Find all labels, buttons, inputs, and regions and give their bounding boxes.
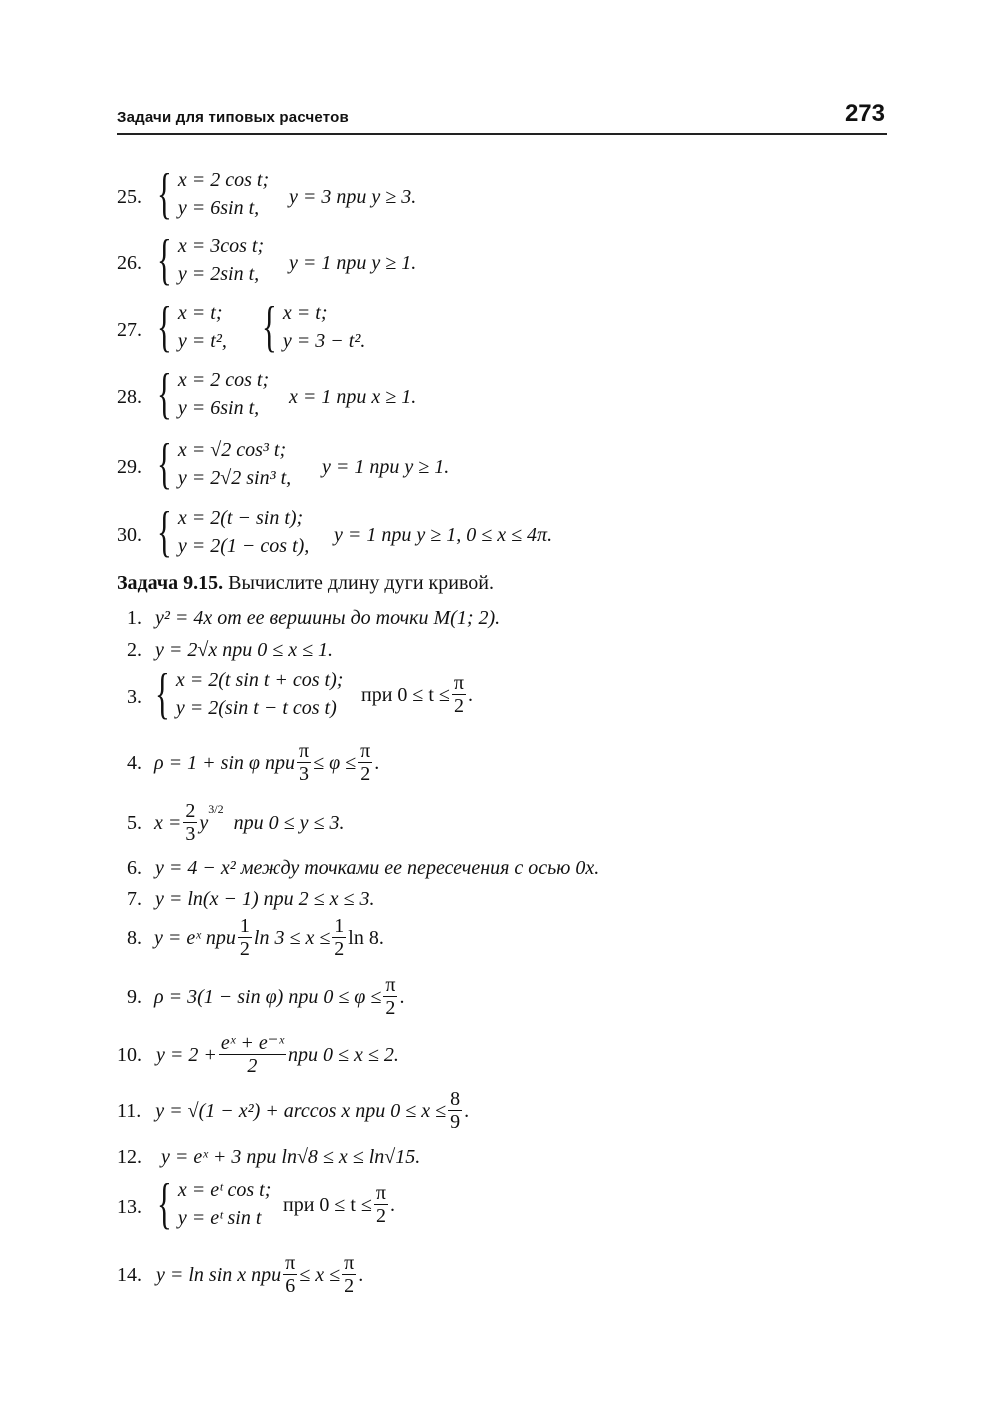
- item-number: 5.: [127, 811, 142, 834]
- item-number: 3.: [127, 686, 142, 708]
- item-number: 13.: [117, 1196, 142, 1218]
- condition: y = 1 при y ≥ 1, 0 ≤ x ≤ 4π.: [334, 524, 553, 546]
- system-line: x = 2 cos t;: [177, 169, 270, 191]
- fraction: $\frac{\pi}{2}$: [344, 1252, 355, 1297]
- condition: при 0 ≤ t ≤: [361, 683, 450, 706]
- brace-icon: {: [157, 363, 172, 425]
- list-item: 10. y = 2 + $\frac{\text{eˣ + e⁻ˣ}}{2}$ при 0 ≤ x ≤ 2.: [117, 1032, 399, 1077]
- item-text: y² = 4x от ее вершины до точки M(1; 2).: [155, 607, 501, 629]
- item-text: y = eˣ + 3 при ln√8 ≤ x ≤ ln√15.: [161, 1146, 421, 1168]
- system-line: y = 3 − t².: [282, 330, 366, 352]
- system-line: y = 2√2 sin³ t,: [177, 467, 292, 489]
- condition: x = 1 при x ≥ 1.: [289, 386, 417, 408]
- list-item: [117, 433, 817, 498]
- fraction: $\frac{\pi}{2}$: [453, 672, 465, 717]
- brace-icon: {: [157, 229, 172, 291]
- brace-icon: {: [157, 1173, 172, 1235]
- list-item: 5. x = $\frac{2}{3}$ y $^{3/2}$ при 0 ≤ y ≤ 3.: [127, 800, 345, 845]
- system-line: y = 2(1 − cos t),: [177, 535, 310, 557]
- page-number: 273: [844, 100, 885, 127]
- system-line: x = t;: [282, 302, 328, 324]
- fraction: $\frac{\pi}{3}$: [299, 740, 310, 785]
- item-number: 11.: [117, 1099, 142, 1122]
- system-line: y = 2sin t,: [177, 263, 260, 285]
- system-line: y = t²,: [177, 330, 227, 352]
- list-item: [127, 640, 333, 660]
- item-text: ρ = 1 + sin φ при: [154, 751, 295, 774]
- list-item: 11. y = √(1 − x²) + arccos x при 0 ≤ x ≤ $\frac{8}{9}$ .: [117, 1088, 470, 1133]
- list-item: 4. ρ = 1 + sin φ при $\frac{\pi}{3}$ ≤ φ ≤ $\frac{\pi}{2}$ .: [127, 740, 380, 785]
- list-item: [117, 363, 817, 430]
- list-item: 14. y = ln sin x при $\frac{\pi}{6}$ ≤ x ≤ $\frac{\pi}{2}$ .: [117, 1252, 364, 1297]
- condition: y = 1 при y ≥ 1.: [322, 456, 450, 478]
- system-line: y = 6sin t,: [177, 397, 260, 419]
- list-item: [117, 501, 817, 568]
- item-number: 7.: [127, 888, 142, 910]
- fraction: $\frac{\pi}{2}$: [360, 740, 371, 785]
- task-text: Вычислите длину дуги кривой.: [228, 572, 494, 594]
- task-heading: [117, 572, 494, 595]
- fraction: $\frac{\pi}{2}$: [385, 974, 396, 1019]
- item-number: 28.: [117, 386, 142, 408]
- system-line: x = 2(t sin t + cos t);: [175, 669, 344, 691]
- list-item: [117, 296, 817, 363]
- brace-icon: {: [155, 663, 170, 725]
- item-number: 10.: [117, 1043, 142, 1066]
- item-text: y = ln(x − 1) при 2 ≤ x ≤ 3.: [155, 888, 375, 910]
- list-item: 13. { x = eᵗ cos t; y = eᵗ sin t при 0 ≤ t ≤ $\frac{\pi}{2}$ .: [117, 1173, 396, 1235]
- condition: при 0 ≤ t ≤: [283, 1193, 372, 1216]
- system-line: x = t;: [177, 302, 223, 324]
- system-line: x = 3cos t;: [177, 235, 265, 257]
- item-number: 14.: [117, 1263, 142, 1286]
- exponent: 3/2: [208, 801, 224, 816]
- fraction: $\frac{8}{9}$: [450, 1088, 461, 1133]
- item-number: 30.: [117, 524, 142, 546]
- list-item: [127, 608, 500, 628]
- condition: y = 3 при y ≥ 3.: [289, 186, 417, 208]
- fraction: $\frac{1}{2}$: [334, 915, 345, 960]
- system-line: x = 2 cos t;: [177, 369, 270, 391]
- brace-icon: {: [157, 433, 172, 495]
- fraction: $\frac{\pi}{2}$: [375, 1182, 387, 1227]
- list-item: 3. { x = 2(t sin t + cos t); y = 2(sin t − t cos t) при 0 ≤ t ≤ $\frac{\pi}{2}$ .: [127, 663, 474, 725]
- brace-icon: {: [157, 501, 172, 563]
- brace-icon: {: [262, 296, 277, 358]
- item-number: 12.: [117, 1146, 142, 1168]
- fraction: $\frac{2}{3}$: [185, 800, 196, 845]
- item-text: y = 2√x при 0 ≤ x ≤ 1.: [155, 639, 334, 661]
- item-number: 1.: [127, 607, 142, 629]
- item-number: 9.: [127, 985, 142, 1008]
- list-item: [127, 858, 599, 878]
- header-divider: [117, 133, 887, 135]
- condition: y = 1 при y ≥ 1.: [289, 252, 417, 274]
- task-label: Задача 9.15.: [117, 572, 224, 594]
- system-line: y = 6sin t,: [177, 197, 260, 219]
- brace-icon: {: [157, 163, 172, 225]
- system-line: x = √2 cos³ t;: [177, 439, 287, 461]
- list-item: [127, 889, 374, 909]
- item-number: 6.: [127, 857, 142, 879]
- list-item: [117, 163, 817, 230]
- fraction: $\frac{\pi}{6}$: [285, 1252, 296, 1297]
- item-number: 25.: [117, 186, 142, 208]
- item-number: 27.: [117, 319, 142, 341]
- header-title: Задачи для типовых расчетов: [117, 109, 349, 126]
- list-item: 9. ρ = 3(1 − sin φ) при 0 ≤ φ ≤ $\frac{\pi}{2}$ .: [127, 974, 405, 1019]
- brace-icon: {: [157, 296, 172, 358]
- item-number: 4.: [127, 751, 142, 774]
- list-item: [117, 1147, 420, 1167]
- item-text: y = 4 − x² между точками ее пересечения с осью 0x.: [155, 857, 600, 879]
- item-number: 29.: [117, 456, 142, 478]
- list-item: [117, 229, 817, 296]
- fraction: $\frac{1}{2}$: [239, 915, 250, 960]
- item-number: 26.: [117, 252, 142, 274]
- system-line: x = 2(t − sin t);: [177, 507, 304, 529]
- system-line: y = 2(sin t − t cos t): [175, 697, 337, 719]
- list-item: 8. y = eˣ при $\frac{1}{2}$ ln 3 ≤ x ≤ $\frac{1}{2}$ ln 8.: [127, 915, 384, 960]
- item-number: 2.: [127, 639, 142, 661]
- item-number: 8.: [127, 926, 142, 949]
- fraction: $\frac{\text{eˣ + e⁻ˣ}}{2}$: [220, 1032, 284, 1077]
- system-line: y = eᵗ sin t: [177, 1207, 262, 1229]
- system-line: x = eᵗ cos t;: [177, 1179, 272, 1201]
